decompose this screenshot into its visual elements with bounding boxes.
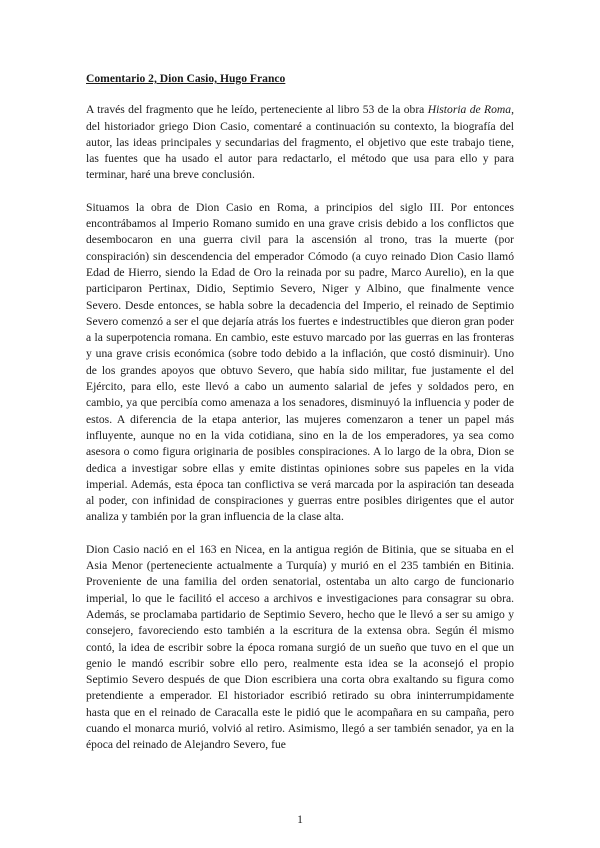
document-body [86,71,514,754]
intro-text-start: A través del fragmento que he leído, perteneciente al libro 53 de la obra [86,103,428,117]
context-paragraph: Situamos la obra de Dion Casio en Roma, a principios del siglo III. Por entonces encontrábamos al Imperio Romano sumido en una grave crisis debido a los conflictos que desembocaron en una guerra civil para la ascensión al trono, tras la muerte (por conspiración) sin descendencia del emperador Cómodo (a cuyo reinado Dion Casio llamó Edad de Hierro, siendo la Edad de Oro la reinada por su padre, Marco Aurelio), en la que participaron Pertinax, Didio, Septimio Severo, Niger y Albino, que finalmente vence Severo. Desde entonces, se habla sobre la decadencia del Imperio, el reinado de Septimio Severo comenzó a ser el que dejaría atrás los fuertes e indestructibles que dieron gran poder a la superpotencia romana. En cambio, este estuvo marcado por las guerras en las fronteras y una grave crisis económica (sobre todo debido a la inflación, que costó disminuir). Uno de los grandes apoyos que obtuvo Severo, que había sido militar, fue justamente el del Ejército, para ello, este llevó a cabo un aumento salarial de jefes y soldados pero, en cambio, ya que percibía como amenaza a los senadores, disminuyó la influencia y poder de estos. A diferencia de la etapa anterior, las mujeres comenzaron a tener un papel más influyente, aunque no en la vida cotidiana, sino en la de los emperadores, ya sea como asesora o como figura originaria de posibles conspiraciones. A lo largo de la obra, Dion se dedica a investigar sobre ellas y emite distintas opiniones sobre sus papeles en la vida imperial. Además, esta época tan conflictiva se verá marcada por la aspiración tan deseada al poder, con infinidad de conspiraciones y guerras entre posibles dirigentes que el autor analiza y también por la gran influencia de la clase alta. [86,200,514,524]
intro-paragraph [86,102,514,183]
intro-text-end: , del historiador griego Dion Casio, comentaré a continuación su contexto, la biografía del autor, las ideas principales y secundarias del fragmento, el objetivo que este trabajo tiene, las fuentes que ha usado el autor para redactarlo, el método que usa para ello y para terminar, haré una breve conclusión. [86,103,514,182]
work-title: Historia de Roma [427,103,512,117]
page-number: 1 [297,813,303,826]
biography-paragraph: Dion Casio nació en el 163 en Nicea, en la antigua región de Bitinia, que se situaba en el Asia Menor (perteneciente actualmente a Turquía) y murió en el 235 también en Bitinia. Proveniente de una familia del orden senatorial, ostentaba un alto cargo de funcionario imperial, lo que le facilitó el acceso a archivos e investigaciones para consagrar su obra. Además, se proclamaba partidario de Septimio Severo, hecho que le llevó a ser su amigo y consejero, favoreciendo esto también a la escritura de la extensa obra. Según él mismo contó, la idea de escribir sobre la época romana surgió de un sueño que tuvo en el que un genio le mandó escribir sobre ello pero, realmente esta idea se la aconsejó el propio Septimio Severo después de que Dion escribiera una corta obra exaltando su figura como pretendiente a emperador. El historiador escribió retirado su obra ininterrumpidamente hasta que en el reinado de Caracalla este le pidió que le acompañara en su campaña, pero cuando el monarca murió, volvió al retiro. Asimismo, llegó a ser también senador, ya en la época del reinado de Alejandro Severo, fue [86,542,514,752]
document-title: Comentario 2, Dion Casio, Hugo Franco [86,72,286,85]
